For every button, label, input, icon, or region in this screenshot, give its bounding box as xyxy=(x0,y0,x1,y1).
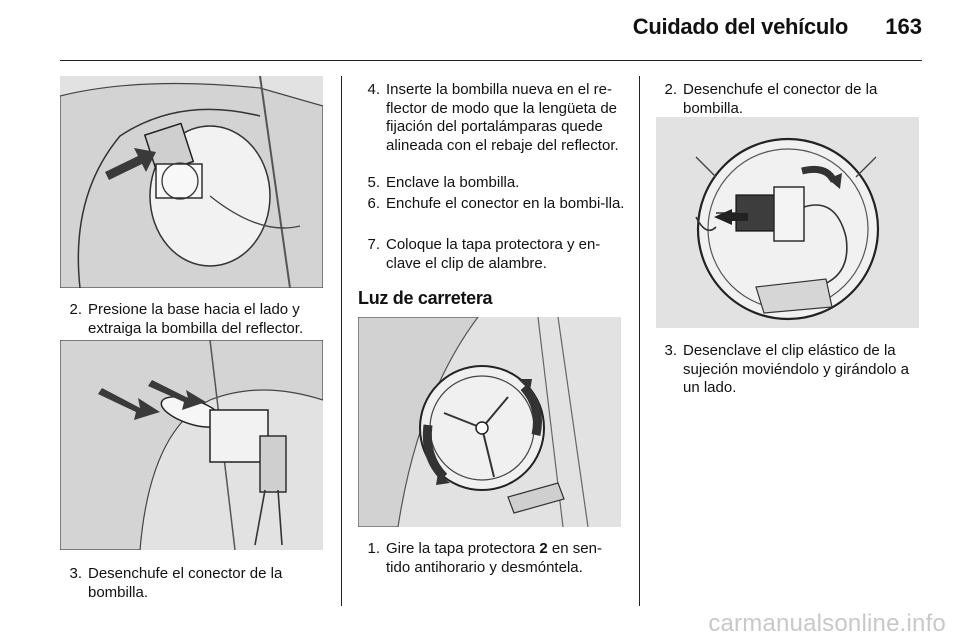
step-text: Enchufe el conector en la bombi-lla. xyxy=(386,195,625,212)
figure-bulb-connector xyxy=(656,117,919,328)
step-text: Desenchufe el conector de la bombilla. xyxy=(683,81,878,117)
step-number: 2. xyxy=(69,301,82,318)
page-number: 163 xyxy=(885,14,922,39)
step-number: 6. xyxy=(367,195,380,212)
figure-bulb-removal xyxy=(60,340,323,550)
step-2-col3 xyxy=(655,81,925,118)
figure-bulb-in-reflector-illustration xyxy=(60,76,323,288)
figure-bulb-in-reflector xyxy=(60,76,323,288)
step-number: 3. xyxy=(69,565,82,582)
step-4-col2 xyxy=(358,81,626,155)
step-text: Inserte la bombilla nueva en el re-flector de modo que la lengüeta de fijación del portalámparas quede alineada con el rebaje del reflector. xyxy=(386,81,619,154)
step-6-col2 xyxy=(358,195,626,214)
step-3-col3 xyxy=(655,342,925,398)
figure-bulb-connector-illustration xyxy=(656,117,919,328)
step-number: 2. xyxy=(664,81,677,98)
column-divider-right xyxy=(639,76,640,606)
page-header xyxy=(0,0,960,62)
step-text: Desenclave el clip elástico de la sujeción moviéndolo y girándolo a un lado. xyxy=(683,342,909,396)
step-text: Enclave la bombilla. xyxy=(386,174,520,191)
step-2-col1 xyxy=(60,301,330,338)
step-5-col2 xyxy=(358,174,626,193)
figure-protective-cover xyxy=(358,317,621,527)
figure-bulb-removal-illustration xyxy=(60,340,323,550)
step-number: 1. xyxy=(367,540,380,557)
step-number: 5. xyxy=(367,174,380,191)
step-number: 3. xyxy=(664,342,677,359)
watermark: carmanualsonline.info xyxy=(708,610,946,637)
step-text: Coloque la tapa protectora y en-clave el clip de alambre. xyxy=(386,236,601,272)
chapter-title: Cuidado del vehículo xyxy=(632,14,848,39)
step-1-col2 xyxy=(358,540,626,577)
step-3-col1 xyxy=(60,565,330,602)
column-divider-left xyxy=(341,76,342,606)
figure-protective-cover-illustration xyxy=(358,317,621,527)
section-title: Luz de carretera xyxy=(358,288,493,308)
step-text: Desenchufe el conector de la bombilla. xyxy=(88,565,283,601)
callout-number: 2 xyxy=(539,540,548,557)
step-number: 4. xyxy=(367,81,380,98)
step-number: 7. xyxy=(367,236,380,253)
step-text: Gire la tapa protectora 2 en sen-tido antihorario y desmóntela. xyxy=(386,540,602,576)
step-text: Presione la base hacia el lado y extraiga la bombilla del reflector. xyxy=(88,301,304,337)
step-7-col2 xyxy=(358,236,626,273)
header-rule xyxy=(60,60,922,61)
